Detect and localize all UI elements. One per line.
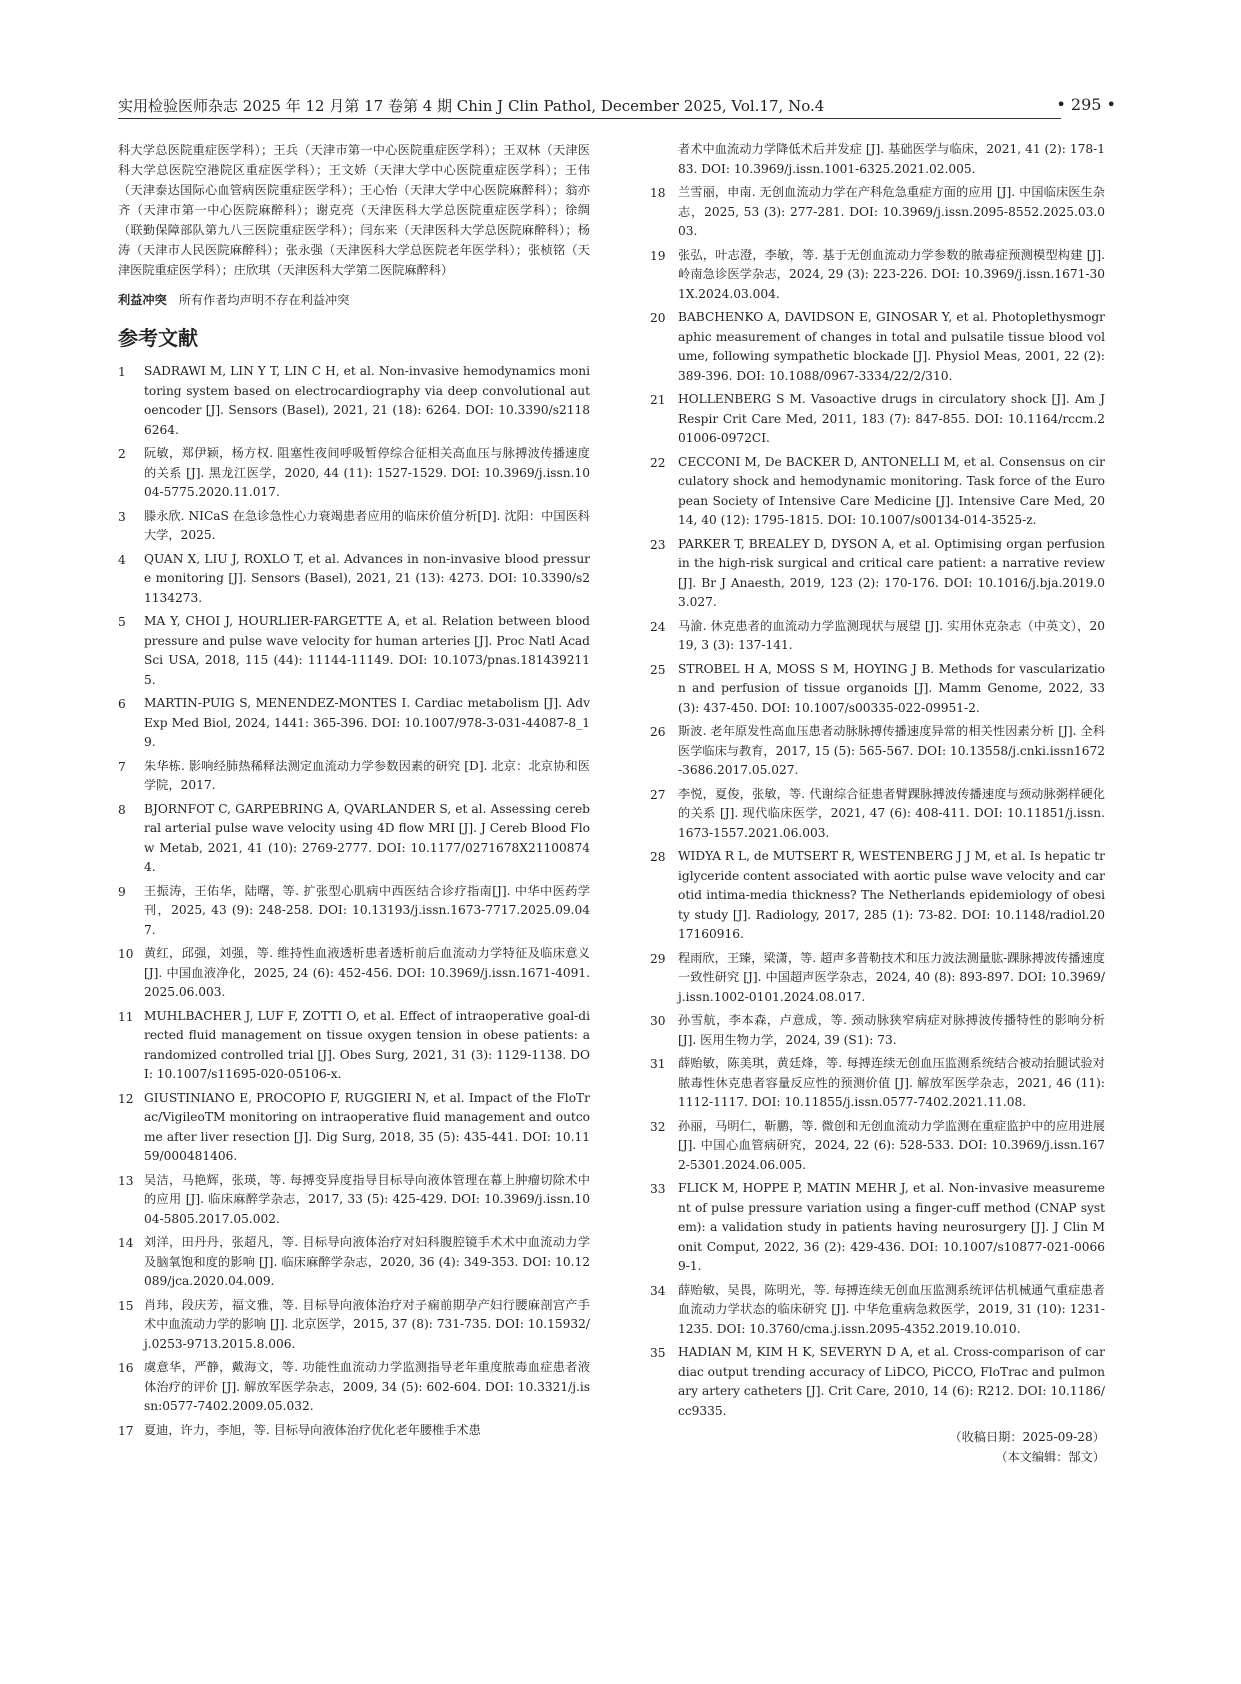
reference-text: MUHLBACHER J, LUF F, ZOTTI O, et al. Effect of intraoperative goal-directed fluid management on tissue oxygen tension in obese patients: a randomized controlled trial [J]. Obes Surg, 2021, 31 (3): 1129-1138. DOI: 10.1007/s11695-020-05106-x. bbox=[144, 1008, 590, 1081]
reference-text: 吴洁，马艳辉，张瑛，等. 每搏变异度指导目标导向液体管理在幕上肿瘤切除术中的应用 [J]. 临床麻醉学杂志，2017, 33 (5): 425-429. DOI: 10.3969/j.issn.1004-5805.2017.05.002. bbox=[144, 1172, 590, 1226]
reference-item bbox=[650, 722, 1105, 781]
reference-number: 13 bbox=[118, 1173, 134, 1188]
reference-number: 1 bbox=[118, 365, 126, 379]
reference-continuation: 者术中血流动力学降低术后并发症 [J]. 基础医学与临床，2021, 41 (2): 178-183. DOI: 10.3969/j.issn.1001-6325.2021.02.005. bbox=[678, 142, 1105, 176]
reference-text: 李悦，夏俊，张敏，等. 代谢综合征患者臂踝脉搏波传播速度与颈动脉粥样硬化的关系 [J]. 现代临床医学，2021, 47 (6): 408-411. DOI: 10.11851/j.issn.1673-1557.2021.06.003. bbox=[678, 786, 1105, 840]
reference-text: 程雨欣，王臻，梁潇，等. 超声多普勒技术和压力波法测量肱-踝脉搏波传播速度一致性研究 [J]. 中国超声医学杂志，2024, 40 (8): 893-897. DOI: 10.3969/j.issn.1002-0101.2024.08.017. bbox=[678, 950, 1105, 1004]
reference-number: 30 bbox=[650, 1014, 666, 1028]
reference-number: 26 bbox=[650, 725, 666, 739]
reference-item bbox=[118, 1233, 590, 1292]
reference-text: 黄红，邱强，刘强，等. 维持性血液透析患者透析前后血流动力学特征及临床意义 [J]. 中国血液净化，2025, 24 (6): 452-456. DOI: 10.3969/j.issn.1671-4091.2025.06.003. bbox=[144, 946, 590, 999]
journal-header: 实用检验医师杂志 2025 年 12 月第 17 卷第 4 期 Chin J Clin Pathol, December 2025, Vol.17, No.4 bbox=[118, 97, 825, 115]
reference-text: 马渝. 休克患者的血流动力学监测现状与展望 [J]. 实用休克杂志（中英文），2019, 3 (3): 137-141. bbox=[678, 618, 1105, 652]
reference-number: 18 bbox=[650, 186, 666, 200]
reference-text: SADRAWI M, LIN Y T, LIN C H, et al. Non-invasive hemodynamics monitoring system based on electrocardiography via deep convolutional autoencoder [J]. Sensors (Basel), 2021, 21 (18): 6264. DOI: 10.3390/s21186264. bbox=[144, 364, 590, 437]
reference-item bbox=[118, 882, 590, 941]
reference-number: 27 bbox=[650, 787, 666, 802]
reference-text: 滕永欣. NICaS 在急诊急性心力衰竭患者应用的临床价值分析[D]. 沈阳：中国医科大学，2025. bbox=[144, 508, 590, 542]
reference-number: 14 bbox=[118, 1236, 134, 1250]
reference-text: FLICK M, HOPPE P, MATIN MEHR J, et al. Non-invasive measurement of pulse pressure variation using a finger-cuff method (CNAP system): a validation study in patients having neurosurgery [J]. J Clin Monit Comput, 2022, 36 (2): 429-436. DOI: 10.1007/s10877-021-00669-1. bbox=[678, 1181, 1105, 1273]
reference-item bbox=[118, 507, 590, 546]
reference-item bbox=[650, 847, 1105, 945]
reference-item bbox=[118, 757, 590, 796]
reference-list-right bbox=[650, 183, 1105, 1421]
reference-text: PARKER T, BREALEY D, DYSON A, et al. Optimising organ perfusion in the high-risk surgical and critical care patient: a narrative review [J]. Br J Anaesth, 2019, 123 (2): 170-176. DOI: 10.1016/j.bja.2019.03.027. bbox=[678, 536, 1105, 609]
reference-item bbox=[118, 1089, 590, 1167]
reference-number: 22 bbox=[650, 455, 666, 470]
reference-text: 孙雪航，李本森，卢意成，等. 颈动脉狭窄病症对脉搏波传播特性的影响分析 [J]. 医用生物力学，2024, 39 (S1): 73. bbox=[678, 1013, 1105, 1047]
reference-text: MA Y, CHOI J, HOURLIER-FARGETTE A, et al. Relation between blood pressure and pulse wave velocity for human arteries [J]. Proc Natl Acad Sci USA, 2018, 115 (44): 11144-11149. DOI: 10.1073/pnas.1814392115. bbox=[144, 614, 590, 687]
reference-number: 25 bbox=[650, 662, 666, 677]
reference-item bbox=[650, 1281, 1105, 1340]
reference-text: 斯波. 老年原发性高血压患者动脉脉搏传播速度异常的相关性因素分析 [J]. 全科医学临床与教育，2017, 15 (5): 565-567. DOI: 10.13558/j.cnki.issn1672-3686.2017.05.027. bbox=[678, 724, 1105, 777]
reference-item bbox=[118, 362, 590, 440]
reference-item bbox=[118, 1171, 590, 1230]
reference-number: 16 bbox=[118, 1361, 134, 1375]
reference-number: 17 bbox=[118, 1423, 134, 1438]
reference-text: 薛贻敏，吴畏，陈明光，等. 每搏连续无创血压监测系统评估机械通气重症患者血流动力学状态的临床研究 [J]. 中华危重病急救医学，2019, 31 (10): 1231-1235. DOI: 10.3760/cma.j.issn.2095-4352.2019.10.010. bbox=[678, 1282, 1105, 1336]
reference-text: QUAN X, LIU J, ROXLO T, et al. Advances in non-invasive blood pressure monitoring [J]. Sensors (Basel), 2021, 21 (13): 4273. DOI: 10.3390/s21134273. bbox=[144, 551, 590, 605]
reference-item bbox=[118, 1421, 590, 1441]
reference-text: 肖玮，段庆芳，福文雅，等. 目标导向液体治疗对子痫前期孕产妇行腰麻剖宫产手术中血流动力学的影响 [J]. 北京医学，2015, 37 (8): 731-735. DOI: 10.15932/j.0253-9713.2015.8.006. bbox=[144, 1297, 590, 1351]
reference-text: 夏迪，许力，李旭，等. 目标导向液体治疗优化老年腰椎手术患 bbox=[144, 1422, 481, 1437]
reference-text: 阮敏，郑伊颖，杨方权. 阻塞性夜间呼吸暂停综合征相关高血压与脉搏波传播速度的关系 [J]. 黑龙江医学，2020, 44 (11): 1527-1529. DOI: 10.3969/j.issn.1004-5775.2020.11.017. bbox=[144, 446, 590, 499]
reference-item bbox=[650, 1011, 1105, 1050]
reference-number: 19 bbox=[650, 248, 666, 263]
conflict-text: 所有作者均声明不存在利益冲突 bbox=[178, 293, 350, 307]
reference-item bbox=[650, 660, 1105, 719]
reference-item bbox=[650, 308, 1105, 386]
reference-text: 刘洋，田丹丹，张超凡，等. 目标导向液体治疗对妇科腹腔镜手术术中血流动力学及脑氧饱和度的影响 [J]. 临床麻醉学杂志，2020, 36 (4): 349-353. DOI: 10.12089/jca.2020.04.009. bbox=[144, 1235, 590, 1288]
reference-text: BJORNFOT C, GARPEBRING A, QVARLANDER S, et al. Assessing cerebral arterial pulse wave velocity using 4D flow MRI [J]. J Cereb Blood Flow Metab, 2021, 41 (10): 2769-2777. DOI: 10.1177/0271678X211008744. bbox=[144, 801, 590, 874]
reference-text: 王振涛，王佑华，陆曙，等. 扩张型心肌病中西医结合诊疗指南[J]. 中华中医药学刊，2025, 43 (9): 248-258. DOI: 10.13193/j.issn.1673-7717.2025.09.047. bbox=[144, 883, 590, 937]
conflict-label: 利益冲突 bbox=[118, 293, 167, 307]
reference-item bbox=[650, 535, 1105, 613]
reference-number: 8 bbox=[118, 802, 126, 817]
reference-item bbox=[650, 246, 1105, 305]
reference-text: WIDYA R L, de MUTSERT R, WESTENBERG J J M, et al. Is hepatic triglyceride content associated with aortic pulse wave velocity and carotid intima-media thickness? The Netherlands epidemiology of obesity study [J]. Radiology, 2017, 285 (1): 73-82. DOI: 10.1148/radiol.2017160916. bbox=[678, 849, 1105, 941]
reference-number: 33 bbox=[650, 1182, 666, 1196]
reference-number: 35 bbox=[650, 1346, 666, 1360]
reference-number: 24 bbox=[650, 619, 666, 634]
reference-text: HOLLENBERG S M. Vasoactive drugs in circulatory shock [J]. Am J Respir Crit Care Med, 2011, 183 (7): 847-855. DOI: 10.1164/rccm.201006-0972CI. bbox=[678, 392, 1105, 445]
reference-number: 28 bbox=[650, 850, 666, 864]
reference-item bbox=[650, 390, 1105, 449]
reference-item bbox=[118, 944, 590, 1003]
reference-number: 21 bbox=[650, 393, 666, 407]
page-number: • 295 • bbox=[1056, 95, 1116, 114]
reference-item bbox=[118, 1358, 590, 1417]
reference-text: GIUSTINIANO E, PROCOPIO F, RUGGIERI N, et al. Impact of the FloTrac/VigileoTM monitoring on intraoperative fluid management and outcome after liver resection [J]. Dig Surg, 2018, 35 (5): 435-441. DOI: 10.1159/000481406. bbox=[144, 1090, 590, 1163]
reference-number: 10 bbox=[118, 947, 134, 961]
reference-item bbox=[650, 949, 1105, 1008]
reference-text: 虞意华，严静，戴海文，等. 功能性血流动力学监测指导老年重度脓毒血症患者液体治疗的评价 [J]. 解放军医学杂志，2009, 34 (5): 602-604. DOI: 10.3321/j.issn:0577-7402.2009.05.032. bbox=[144, 1360, 590, 1413]
reference-list-left bbox=[118, 362, 590, 1441]
references-heading: 参考文献 bbox=[118, 326, 198, 350]
reference-item bbox=[650, 453, 1105, 531]
reference-text: 张弘，叶志澄，李敏，等. 基于无创血流动力学参数的脓毒症预测模型构建 [J]. 岭南急诊医学杂志，2024, 29 (3): 223-226. DOI: 10.3969/j.issn.1671-301X.2024.03.004. bbox=[678, 247, 1105, 301]
reference-item bbox=[118, 444, 590, 503]
reference-item bbox=[650, 1179, 1105, 1277]
reference-item bbox=[118, 550, 590, 609]
reference-number: 7 bbox=[118, 759, 126, 774]
right-column bbox=[650, 140, 1105, 1467]
reference-item bbox=[650, 1117, 1105, 1176]
reference-item bbox=[650, 617, 1105, 656]
reference-text: 兰雪丽，申南. 无创血流动力学在产科危急重症方面的应用 [J]. 中国临床医生杂志，2025, 53 (3): 277-281. DOI: 10.3969/j.issn.2095-8552.2025.03.003. bbox=[678, 185, 1105, 238]
reference-item bbox=[118, 1296, 590, 1355]
reference-number: 9 bbox=[118, 884, 126, 899]
reference-item bbox=[650, 1054, 1105, 1113]
reference-number: 6 bbox=[118, 697, 126, 711]
reference-number: 2 bbox=[118, 447, 126, 461]
reference-text: CECCONI M, De BACKER D, ANTONELLI M, et al. Consensus on circulatory shock and hemodynamic monitoring. Task force of the European Society of Intensive Care Medicine [J]. Intensive Care Med, 2014, 40 (12): 1795-1815. DOI: 10.1007/s00134-014-3525-z. bbox=[678, 454, 1105, 527]
conflict-of-interest bbox=[118, 290, 590, 310]
reference-item bbox=[650, 1343, 1105, 1421]
editor-note: （本文编辑：郜文） bbox=[995, 1450, 1105, 1464]
reference-text: 朱华栋. 影响经肺热稀释法测定血流动力学参数因素的研究 [D]. 北京：北京协和医学院，2017. bbox=[144, 758, 590, 792]
reference-number: 15 bbox=[118, 1298, 134, 1313]
reference-text: STROBEL H A, MOSS S M, HOYING J B. Methods for vascularization and perfusion of tissue organoids [J]. Mamm Genome, 2022, 33 (3): 437-450. DOI: 10.1007/s00335-022-09951-2. bbox=[678, 661, 1105, 715]
reference-item bbox=[118, 800, 590, 878]
reference-number: 11 bbox=[118, 1009, 134, 1024]
reference-number: 5 bbox=[118, 615, 126, 629]
reference-text: MARTIN-PUIG S, MENENDEZ-MONTES I. Cardiac metabolism [J]. Adv Exp Med Biol, 2024, 1441: 365-396. DOI: 10.1007/978-3-031-44087-8_19. bbox=[144, 696, 590, 749]
reference-item bbox=[650, 183, 1105, 242]
reference-number: 20 bbox=[650, 311, 666, 325]
reference-item bbox=[650, 785, 1105, 844]
reference-item bbox=[118, 694, 590, 753]
reference-number: 23 bbox=[650, 537, 666, 552]
reference-item bbox=[118, 1007, 590, 1085]
received-date: （收稿日期：2025-09-28） bbox=[949, 1430, 1105, 1444]
reference-number: 12 bbox=[118, 1091, 134, 1106]
reference-text: BABCHENKO A, DAVIDSON E, GINOSAR Y, et al. Photoplethysmographic measurement of changes in total and pulsatile tissue blood volume, following sympathetic blockade [J]. Physiol Meas, 2001, 22 (2): 389-396. DOI: 10.1088/0967-3334/22/2/310. bbox=[678, 310, 1105, 383]
running-header bbox=[118, 95, 1116, 119]
reference-text: 孙丽，马明仁，靳鹏，等. 微创和无创血流动力学监测在重症监护中的应用进展 [J]. 中国心血管病研究，2024, 22 (6): 528-533. DOI: 10.3969/j.issn.1672-5301.2024.06.005. bbox=[678, 1118, 1105, 1172]
reference-number: 32 bbox=[650, 1119, 666, 1134]
reference-number: 31 bbox=[650, 1057, 666, 1071]
reference-item bbox=[118, 612, 590, 690]
left-column bbox=[118, 140, 590, 1445]
reference-number: 3 bbox=[118, 509, 126, 524]
reference-number: 34 bbox=[650, 1283, 666, 1298]
reference-number: 29 bbox=[650, 951, 666, 966]
reference-text: HADIAN M, KIM H K, SEVERYN D A, et al. Cross-comparison of cardiac output trending accuracy of LiDCO, PiCCO, FloTrac and pulmonary artery catheters [J]. Crit Care, 2010, 14 (6): R212. DOI: 10.1186/cc9335. bbox=[678, 1345, 1105, 1418]
contributors-paragraph: 科大学总医院重症医学科）；王兵（天津市第一中心医院重症医学科）；王双林（天津医科大学总医院空港院区重症医学科）；王文娇（天津大学中心医院重症医学科）；王伟（天津泰达国际心血管病医院重症医学科）；王心怡（天津大学中心医院麻醉科）；翁亦齐（天津市第一中心医院麻醉科）；谢克亮（天津医科大学总医院重症医学科）；徐绸（联勤保障部队第九八三医院重症医学科）；闫东来（天津医科大学总医院麻醉科）；杨涛（天津市人民医院麻醉科）；张永强（天津医科大学总医院老年医学科）；张桢铭（天津医院重症医学科）；庄欣琪（天津医科大学第二医院麻醉科） bbox=[118, 143, 590, 277]
reference-text: 薛贻敏，陈美琪，黄廷烽，等. 每搏连续无创血压监测系统结合被动抬腿试验对脓毒性休克患者容量反应性的预测价值 [J]. 解放军医学杂志，2021, 46 (11): 1112-1117. DOI: 10.11855/j.issn.0577-7402.2021.11.08. bbox=[678, 1056, 1105, 1109]
reference-number: 4 bbox=[118, 552, 126, 567]
